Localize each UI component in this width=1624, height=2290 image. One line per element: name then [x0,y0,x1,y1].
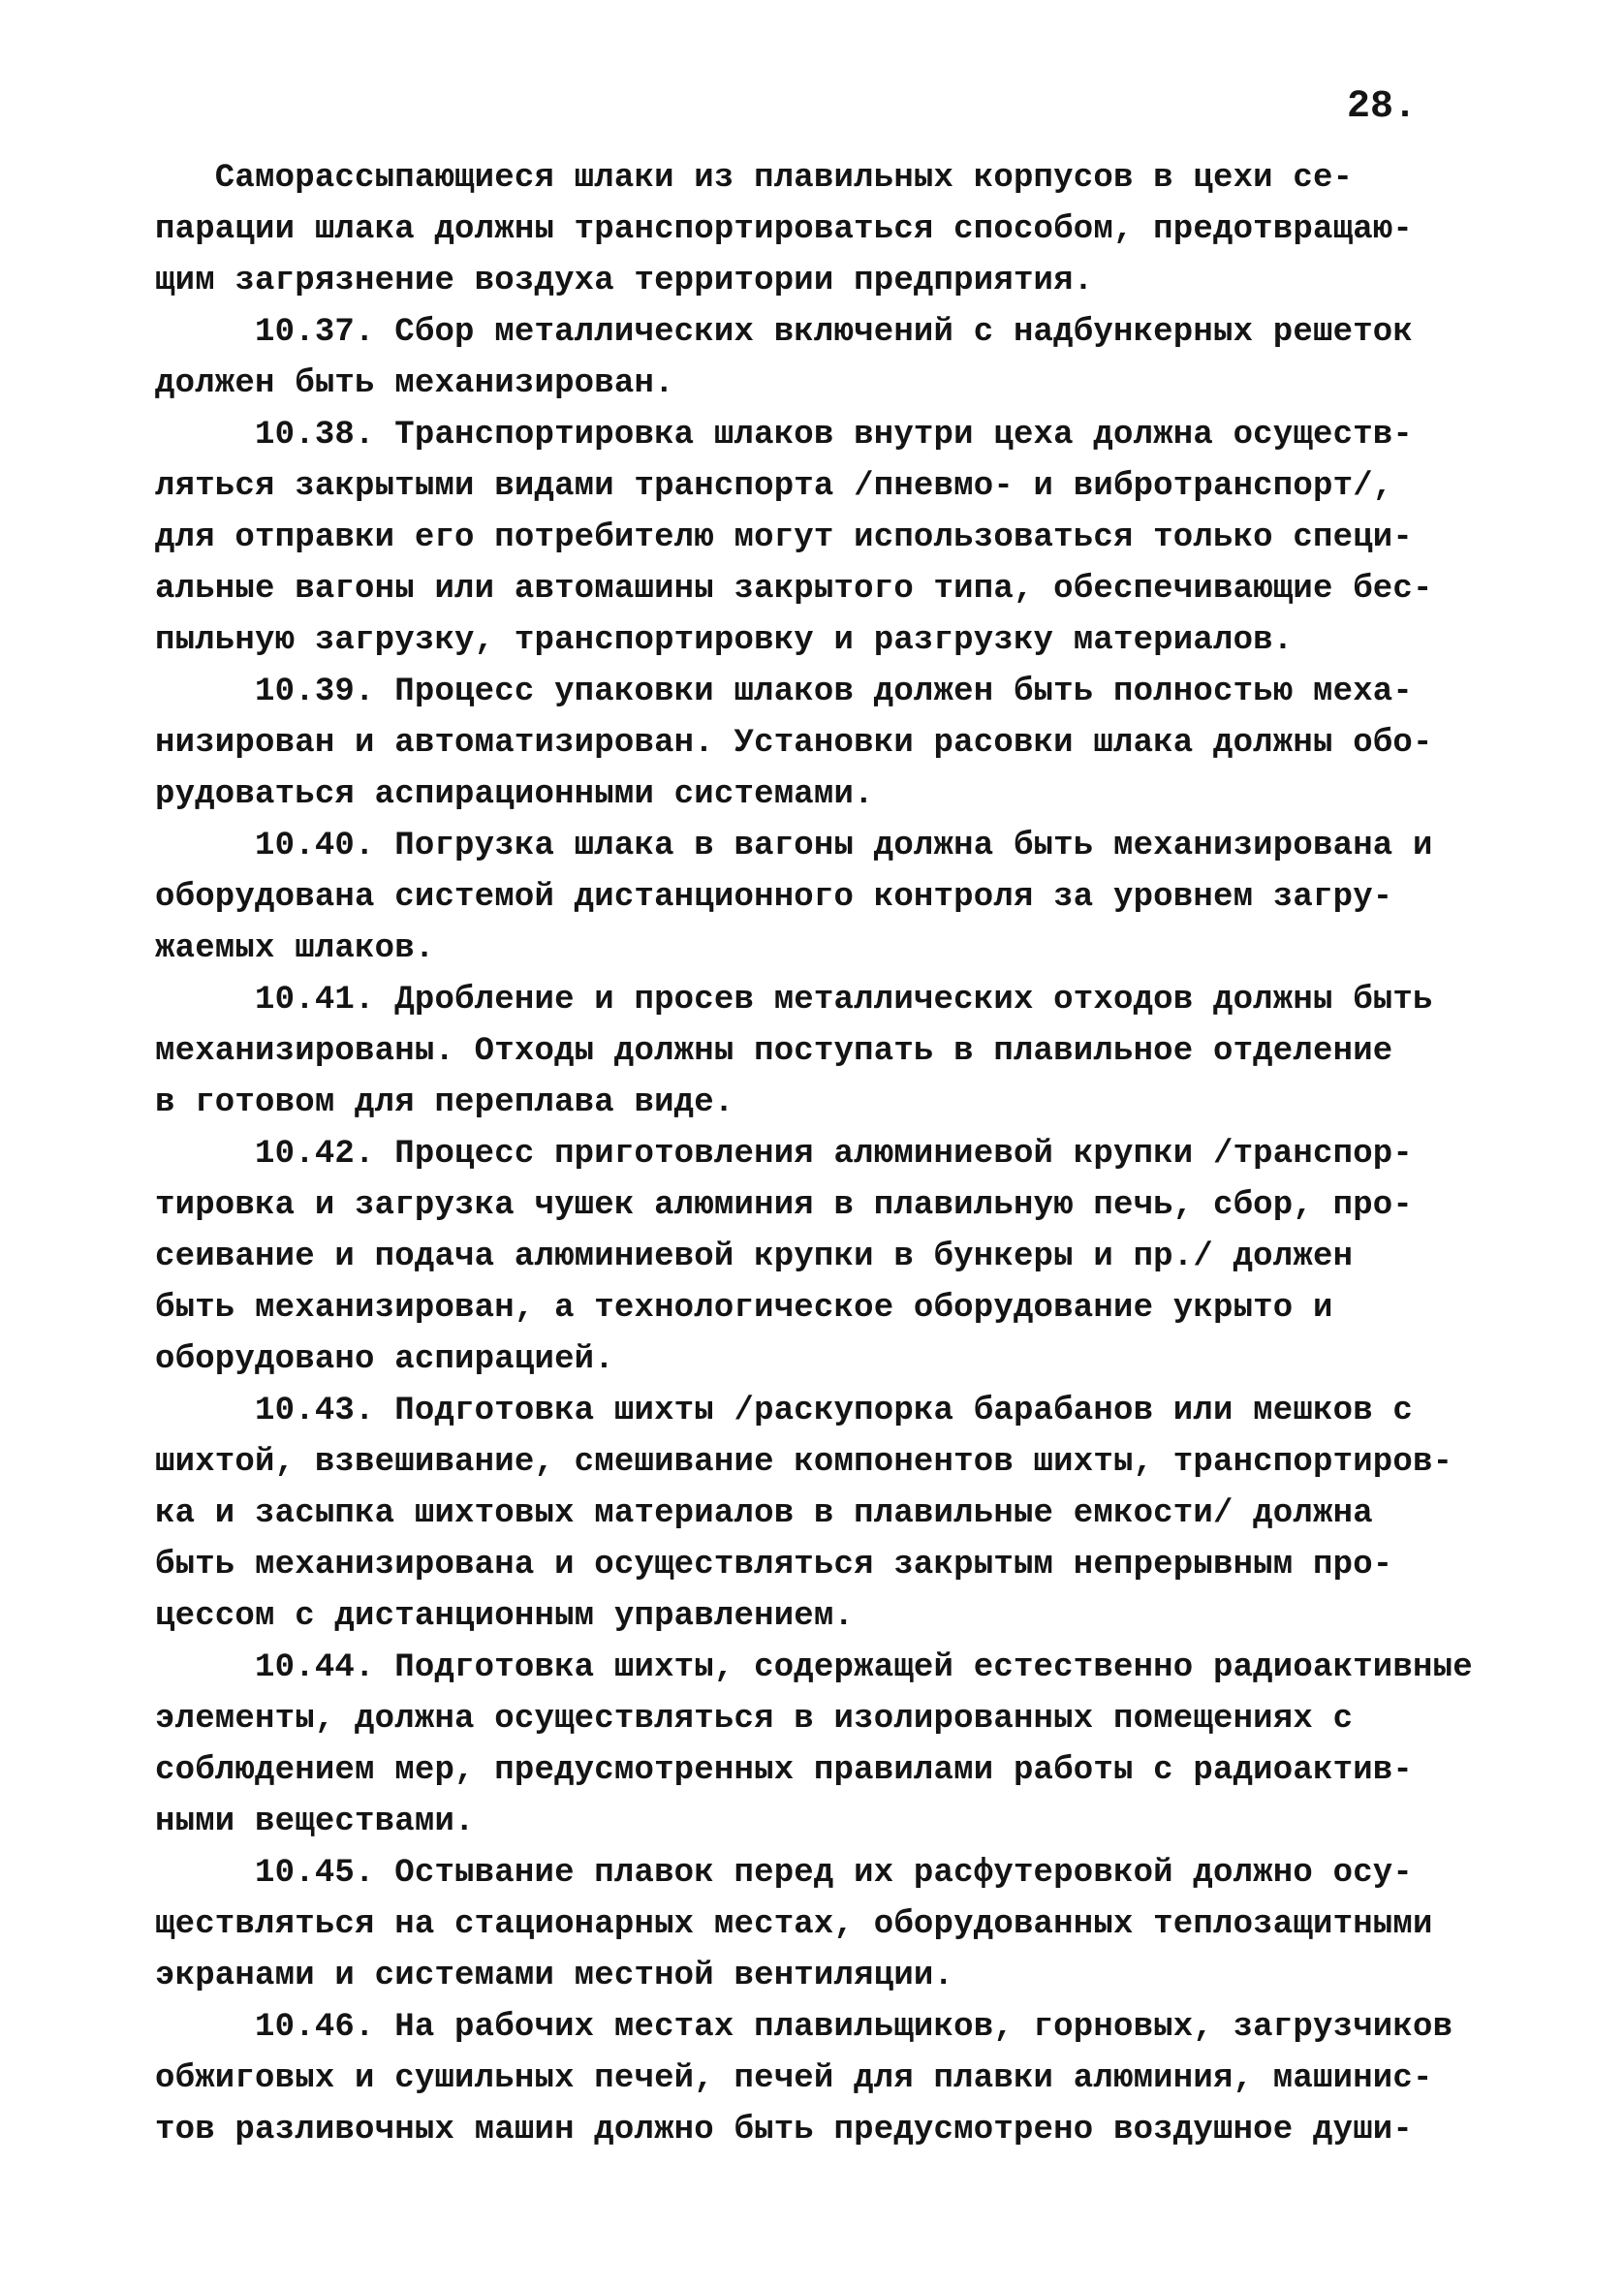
text-line: щим загрязнение воздуха территории предприятия. [155,263,1094,299]
text-line: 10.45. Остывание плавок перед их расфутеровкой должно осу- [155,1855,1414,1892]
text-line: тировка и загрузка чушек алюминия в плавильную печь, сбор, про- [155,1187,1414,1224]
text-line: жаемых шлаков. [155,930,435,967]
text-line: низирован и автоматизирован. Установки расовки шлака должны обо- [155,725,1433,762]
text-line: ка и засыпка шихтовых материалов в плавильные емкости/ должна [155,1495,1373,1532]
text-line: элементы, должна осуществляться в изолированных помещениях с [155,1701,1354,1738]
text-line: ществляться на стационарных местах, оборудованных теплозащитными [155,1906,1433,1943]
text-line: тов разливочных машин должно быть предусмотрено воздушное души- [155,2112,1414,2149]
text-line: сеивание и подача алюминиевой крупки в бункеры и пр./ должен [155,1239,1354,1275]
text-line: 10.41. Дробление и просев металлических отходов должны быть [155,982,1433,1019]
text-line: цессом с дистанционным управлением. [155,1598,855,1635]
text-line: оборудовано аспирацией. [155,1341,614,1378]
text-line: 10.40. Погрузка шлака в вагоны должна быть механизирована и [155,828,1433,864]
text-line: ными веществами. [155,1804,475,1840]
text-line: ляться закрытыми видами транспорта /пневмо- и вибротранспорт/, [155,468,1393,505]
text-line: соблюдением мер, предусмотренных правилами работы с радиоактив- [155,1752,1414,1789]
text-line: экранами и системами местной вентиляции. [155,1958,954,1994]
text-line: шихтой, взвешивание, смешивание компонентов шихты, транспортиров- [155,1444,1453,1481]
document-body [155,153,1531,2156]
text-line: пыльную загрузку, транспортировку и разгрузку материалов. [155,622,1294,659]
text-line: 10.46. На рабочих местах плавильщиков, горновых, загрузчиков [155,2009,1453,2046]
text-line: быть механизирована и осуществляться закрытым непрерывным про- [155,1547,1393,1584]
text-line: для отправки его потребителю могут использоваться только специ- [155,519,1414,556]
text-line: 10.39. Процесс упаковки шлаков должен быть полностью меха- [155,674,1414,710]
text-line: рудоваться аспирационными системами. [155,776,874,813]
text-line: оборудована системой дистанционного контроля за уровнем загру- [155,879,1393,916]
text-line: Саморассыпающиеся шлаки из плавильных корпусов в цехи се- [155,160,1354,197]
text-line: должен быть механизирован. [155,365,674,402]
text-line: 10.44. Подготовка шихты, содержащей естественно радиоактивные [155,1649,1473,1686]
text-line: обжиговых и сушильных печей, печей для плавки алюминия, машинис- [155,2060,1433,2097]
text-line: 10.43. Подготовка шихты /раскупорка барабанов или мешков с [155,1393,1414,1429]
text-line: 10.38. Транспортировка шлаков внутри цеха должна осуществ- [155,417,1414,454]
text-line: альные вагоны или автомашины закрытого типа, обеспечивающие бес- [155,571,1433,608]
text-line: механизированы. Отходы должны поступать в плавильное отделение [155,1033,1393,1070]
text-line: в готовом для переплава виде. [155,1084,734,1121]
page-number: 28. [1347,85,1418,129]
text-line: 10.37. Сбор металлических включений с надбункерных решеток [155,314,1414,351]
text-line: парации шлака должны транспортироваться способом, предотвращаю- [155,211,1414,248]
text-line: 10.42. Процесс приготовления алюминиевой крупки /транспор- [155,1136,1414,1173]
text-line: быть механизирован, а технологическое оборудование укрыто и [155,1290,1333,1327]
